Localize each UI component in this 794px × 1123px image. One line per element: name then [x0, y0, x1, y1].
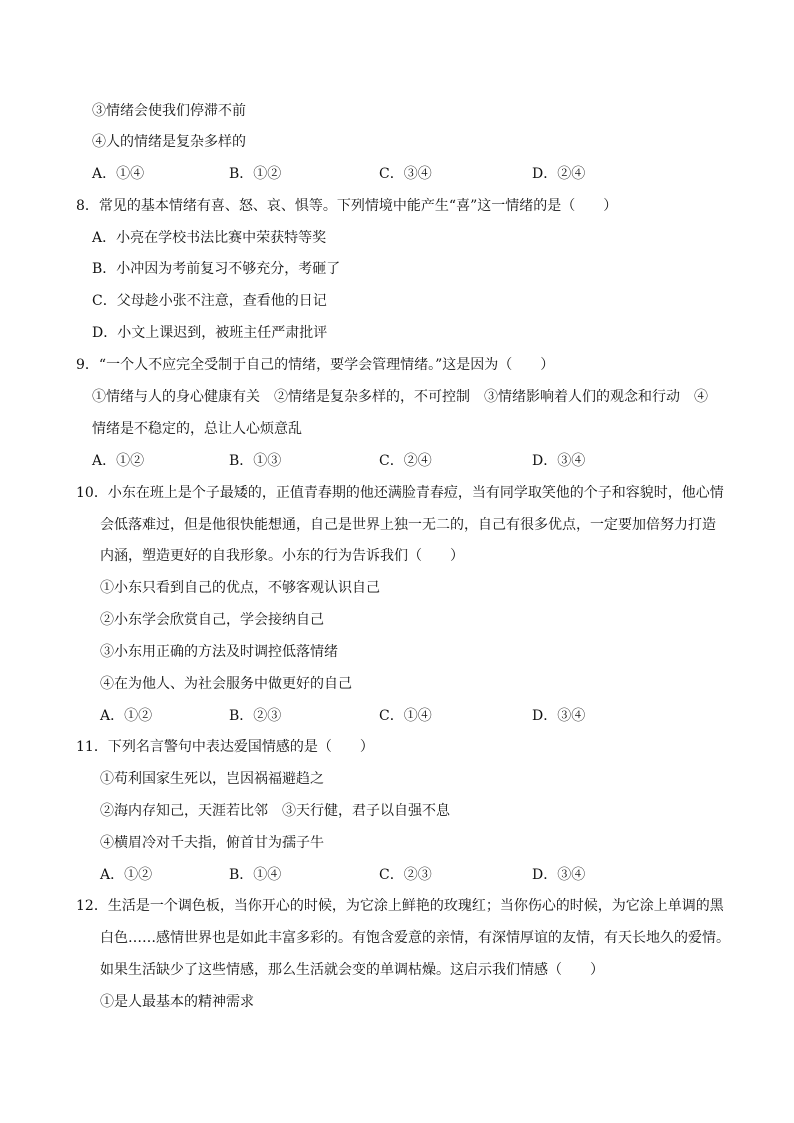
q11-option-a: A．①②: [100, 867, 153, 883]
q10-stem-line-1: 10．小东在班上是个子最矮的，正值青春期的他还满脸青春痘，当有同学取笑他的个子和容貌时，他心情: [76, 485, 724, 501]
q7-option-b: B．①②: [229, 166, 282, 182]
q11-stem: 11．下列名言警句中表达爱国情感的是（ ）: [76, 739, 374, 755]
q10-option-a: A．①②: [100, 708, 153, 724]
q7-item-3: ③情绪会使我们停滞不前: [92, 103, 246, 119]
q11-item-2-3: ②海内存知己，天涯若比邻 ③天行健，君子以自强不息: [100, 803, 450, 819]
q12-stem-line-1: 12．生活是一个调色板，当你开心的时候，为它涂上鲜艳的玫瑰红；当你伤心的时候，为它涂上单调的黑: [76, 898, 724, 914]
q10-option-c: C．①④: [379, 708, 432, 724]
q12-stem-line-2: 白色……感情世界也是如此丰富多彩的。有饱含爱意的亲情，有深情厚谊的友情，有天长地久的爱情。: [100, 930, 730, 946]
q12-item-1: ①是人最基本的精神需求: [100, 994, 254, 1010]
q10-stem-line-3: 内涵，塑造更好的自我形象。小东的行为告诉我们（ ）: [100, 548, 464, 564]
q10-item-2: ②小东学会欣赏自己，学会接纳自己: [100, 612, 324, 628]
q9-option-a: A．①②: [92, 453, 145, 469]
q8-choice-d: D．小文上课迟到，被班主任严肃批评: [92, 325, 328, 341]
q8-stem: 8．常见的基本情绪有喜、怒、哀、惧等。下列情境中能产生“喜”这一情绪的是（ ）: [76, 198, 618, 214]
q7-option-c: C．③④: [379, 166, 432, 182]
q11-item-1: ①苟利国家生死以，岂因祸福避趋之: [100, 771, 324, 787]
q9-items-line-2: 情绪是不稳定的，总让人心烦意乱: [92, 421, 302, 437]
q7-option-d: D．②④: [532, 166, 586, 182]
q10-stem-line-2: 会低落难过，但是他很快能想通，自己是世界上独一无二的，自己有很多优点，一定要加倍努力打造: [100, 517, 716, 533]
q10-item-4: ④在为他人、为社会服务中做更好的自己: [100, 676, 352, 692]
q9-options: [92, 451, 712, 471]
q8-choice-a: A．小亮在学校书法比赛中荣获特等奖: [92, 230, 327, 246]
q11-option-c: C．②③: [379, 867, 432, 883]
q9-items-line-1: ①情绪与人的身心健康有关 ②情绪是复杂多样的，不可控制 ③情绪影响着人们的观念和行动 ④: [92, 389, 708, 405]
q9-stem: 9．“一个人不应完全受制于自己的情绪，要学会管理情绪。”这是因为（ ）: [76, 357, 555, 373]
q11-item-4: ④横眉冷对千夫指，俯首甘为孺子牛: [100, 835, 324, 851]
q11-option-d: D．③④: [532, 867, 586, 883]
q7-option-a: A．①④: [92, 166, 145, 182]
q7-item-4: ④人的情绪是复杂多样的: [92, 134, 246, 150]
q11-options: [100, 865, 720, 885]
q7-options: [92, 164, 712, 184]
q10-option-d: D．③④: [532, 708, 586, 724]
q11-option-b: B．①④: [229, 867, 282, 883]
q8-choice-c: C．父母趁小张不注意，查看他的日记: [92, 293, 327, 309]
q9-option-d: D．③④: [532, 453, 586, 469]
q8-choice-b: B．小冲因为考前复习不够充分，考砸了: [92, 261, 341, 277]
q10-option-b: B．②③: [229, 708, 282, 724]
q9-option-b: B．①③: [229, 453, 282, 469]
q9-option-c: C．②④: [379, 453, 432, 469]
q10-item-3: ③小东用正确的方法及时调控低落情绪: [100, 644, 338, 660]
q10-item-1: ①小东只看到自己的优点，不够客观认识自己: [100, 580, 380, 596]
q10-options: [100, 706, 720, 726]
q12-stem-line-3: 如果生活缺少了这些情感，那么生活就会变的单调枯燥。这启示我们情感（ ）: [100, 962, 604, 978]
